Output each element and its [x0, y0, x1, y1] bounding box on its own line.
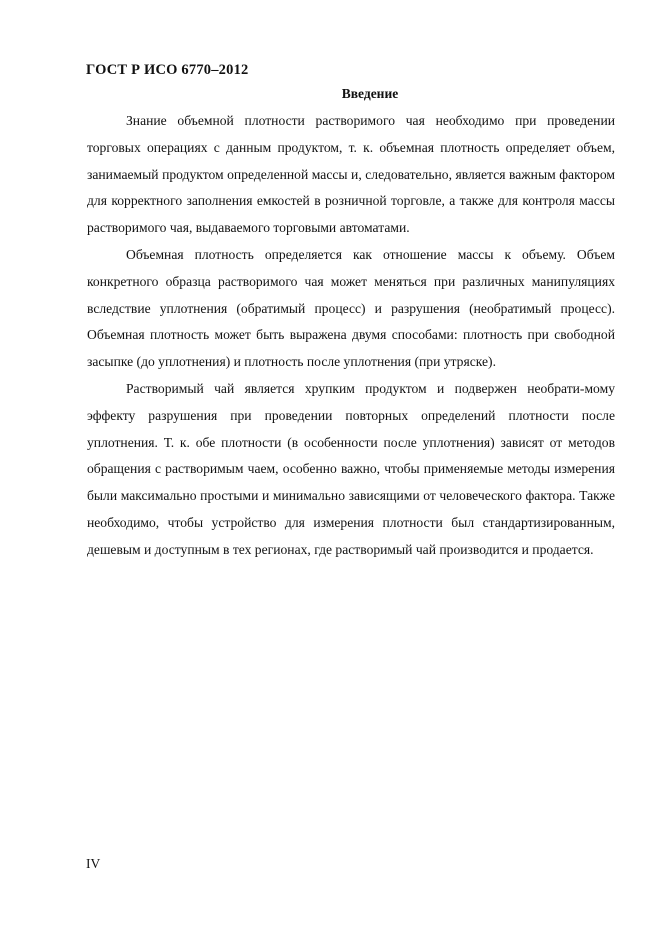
- document-body: [87, 108, 615, 564]
- section-title: Введение: [341, 86, 399, 101]
- paragraph: Знание объемной плотности растворимого чая необходимо при проведении торговых операциях с данным продуктом, т. к. объемная плотность определяет объем, занимаемый продуктом определенной массы и, следовательно, является важным фактором для корректного заполнения емкостей в розничной торговле, а также для контроля массы растворимого чая, выдаваемого торговыми автоматами.: [87, 113, 615, 236]
- paragraph: Объемная плотность определяется как отношение массы к объему. Объем конкретного образца растворимого чая может меняться при различных манипуляциях вследствие уплотнения (обратимый процесс) и разрушения (необратимый процесс). Объемная плотность может быть выражена двумя способами: плотность при свободной засыпке (до уплотнения) и плотность после уплотнения (при утряске).: [87, 246, 615, 370]
- document-header: ГОСТ Р ИСО 6770–2012: [86, 62, 249, 78]
- paragraph: Растворимый чай является хрупким продуктом и подвержен необрати-мому эффекту разрушения при проведении повторных определений плотности после уплотнения. Т. к. обе плотности (в особенности после уплотнения) зависят от методов обращения с растворимым чаем, особенно важно, чтобы применяемые методы измерения были максимально простыми и минимально зависящими от человеческого фактора. Также необходимо, чтобы устройство для измерения плотности был стандартизированным, дешевым и доступным в тех регионах, где растворимый чай производится и продается.: [87, 380, 615, 557]
- page-number: IV: [86, 856, 101, 871]
